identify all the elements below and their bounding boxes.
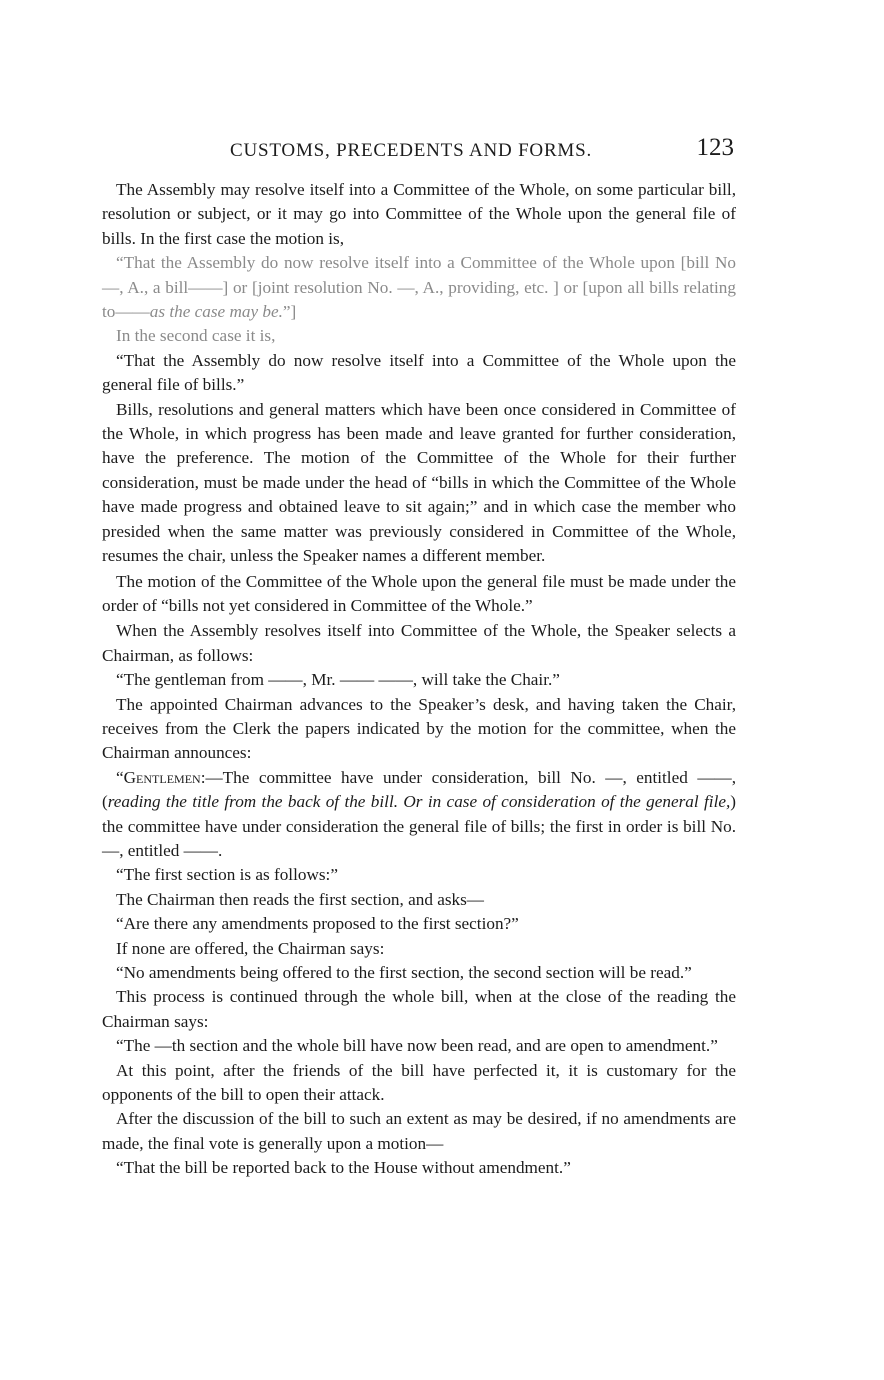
motion-particular-text: “That the Assembly do now resolve itself into a Committee of the Whole upon [bill No —, A., a bill——] or [joint resolution No. —, A., providing, etc. ] or [upon all bills relating to—— xyxy=(102,253,736,322)
announcement-rest: ) the committee have under consideration the general file of bills; the first in order is bill No. —, entitled ——. xyxy=(102,792,736,860)
paragraph-final-vote: After the discussion of the bill to such an extent as may be desired, if no amendments are made, the final vote is generally upon a motion— xyxy=(102,1109,736,1153)
paragraph-process-continued: This process is continued through the whole bill, when at the close of the reading the Chairman says: xyxy=(102,987,736,1031)
page-number: 123 xyxy=(696,134,734,161)
paragraph-bills-resolutions: Bills, resolutions and general matters which have been once considered in Committee of the Whole, in which progress has been made and leave granted for further consideration, have the preference. The motion of the Committee of the Whole for their further consideration, must be made under the head of “bills in which the Committee of the Whole have made progress and obtained leave to sit again;” and in which case the member who presided when the same matter was previously considered in Committee of the Whole, resumes the chair, unless the Speaker names a different member. xyxy=(102,399,736,566)
paragraph-committee-options: The Assembly may resolve itself into a Committee of the Whole, on some particular bill, resolution or subject, or it may go into Committee of the Whole upon the general file of bills. In the first case the motion is, xyxy=(102,180,736,248)
paragraph-first-section: “The first section is as follows:” xyxy=(116,865,338,885)
paragraph-speaker-selects: When the Assembly resolves itself into Committee of the Whole, the Speaker selects a Chairman, as follows: xyxy=(102,621,736,665)
paragraph-amendments-question: “Are there any amendments proposed to the first section?” xyxy=(116,914,519,934)
paragraph-reported-back: “That the bill be reported back to the House without amendment.” xyxy=(116,1158,571,1178)
announcement-open-quote: “ xyxy=(116,767,124,787)
announcement-gentlemen: Gentlemen xyxy=(123,767,201,787)
paragraph-opponents-attack: At this point, after the friends of the bill have perfected it, it is customary for the opponents of the bill to open their attack. xyxy=(102,1060,736,1105)
body-text xyxy=(102,178,736,1181)
running-title: CUSTOMS, PRECEDENTS AND FORMS. xyxy=(230,140,593,161)
paragraph-none-offered: If none are offered, the Chairman says: xyxy=(116,938,385,958)
paragraph-second-case: In the second case it is, xyxy=(116,326,276,346)
paragraph-gentlemen-announcement xyxy=(102,766,736,864)
paragraph-general-file-order: The motion of the Committee of the Whole upon the general file must be made under the order of “bills not yet considered in Committee of the Whole.” xyxy=(102,571,736,615)
paragraph-chairman-advances: The appointed Chairman advances to the Speaker’s desk, and having taken the Chair, receives from the Clerk the papers indicated by the motion for the committee, when the Chairman announces: xyxy=(102,694,736,763)
motion-particular-close: ”] xyxy=(282,302,297,322)
paragraph-chairman-reads: The Chairman then reads the first section, and asks— xyxy=(116,889,484,909)
paragraph-no-amendments: “No amendments being offered to the first section, the second section will be read.” xyxy=(116,963,692,982)
paragraph-motion-particular xyxy=(102,251,736,324)
motion-particular-italic: as the case may be. xyxy=(149,302,283,322)
announcement-italic: reading the title from the back of the bill. Or in case of consideration of the general file, xyxy=(107,792,731,812)
page-header xyxy=(100,136,736,168)
paragraph-whole-bill-read: “The —th section and the whole bill have now been read, and are open to amendment.” xyxy=(116,1036,718,1056)
paragraph-gentleman-from: “The gentleman from ——, Mr. —— ——, will take the Chair.” xyxy=(116,670,560,690)
paragraph-motion-general-file: “That the Assembly do now resolve itself into a Committee of the Whole upon the general file of bills.” xyxy=(102,350,736,395)
announcement-text: :—The committee have under consideration, bill No. —, entitled ——, ( xyxy=(102,767,736,812)
